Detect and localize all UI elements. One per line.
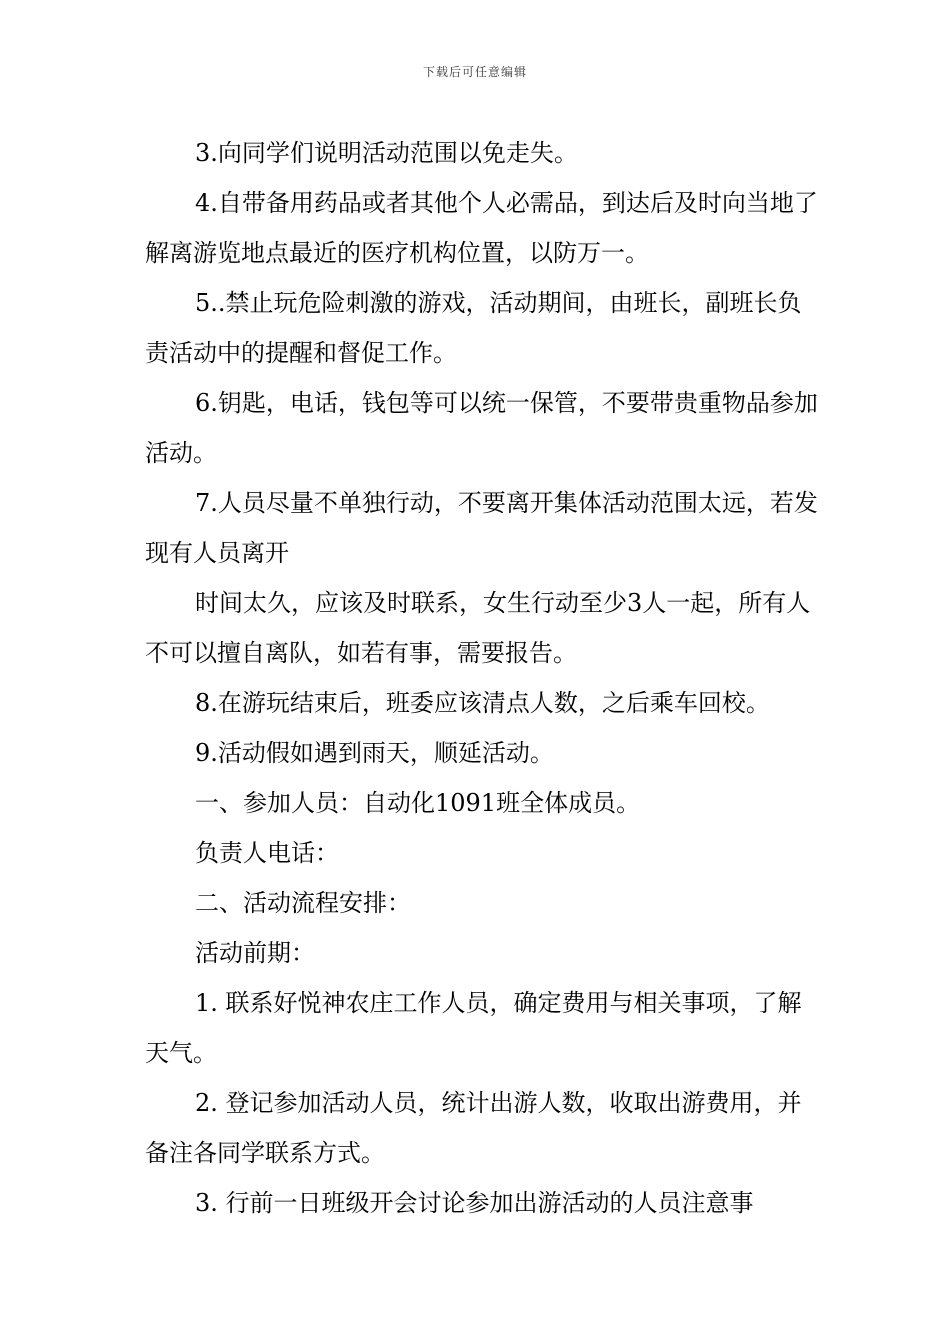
document-body — [145, 128, 825, 1228]
paragraph-6: 时间太久，应该及时联系，女生行动至少3人一起，所有人不可以擅自离队，如若有事，需要报告。 — [145, 589, 811, 667]
paragraph-5: 7.人员尽量不单独行动，不要离开集体活动范围太远，若发现有人员离开 — [145, 489, 818, 567]
paragraph-13: 1. 联系好悦神农庄工作人员，确定费用与相关事项，了解天气。 — [145, 989, 802, 1067]
paragraph-11: 二、活动流程安排： — [195, 889, 411, 917]
paragraph-8: 9.活动假如遇到雨天，顺延活动。 — [195, 739, 554, 767]
paragraph-12: 活动前期： — [195, 939, 315, 967]
paragraph-15: 3. 行前一日班级开会讨论参加出游活动的人员注意事 — [195, 1189, 754, 1217]
paragraph-2: 4.自带备用药品或者其他个人必需品，到达后及时向当地了解离游览地点最近的医疗机构位置，以防万一。 — [145, 189, 818, 267]
paragraph-14: 2. 登记参加活动人员，统计出游人数，收取出游费用，并备注各同学联系方式。 — [145, 1089, 802, 1167]
paragraph-7: 8.在游玩结束后，班委应该清点人数，之后乘车回校。 — [195, 689, 770, 717]
paragraph-9: 一、参加人员：自动化1091班全体成员。 — [195, 789, 641, 817]
paragraph-10: 负责人电话： — [195, 839, 339, 867]
paragraph-4: 6.钥匙，电话，钱包等可以统一保管，不要带贵重物品参加活动。 — [145, 389, 818, 467]
page-header: 下载后可任意编辑 — [422, 65, 527, 79]
paragraph-3: 5..禁止玩危险刺激的游戏，活动期间，由班长，副班长负责活动中的提醒和督促工作。 — [145, 289, 802, 367]
paragraph-1: 3.向同学们说明活动范围以免走失。 — [195, 139, 578, 167]
